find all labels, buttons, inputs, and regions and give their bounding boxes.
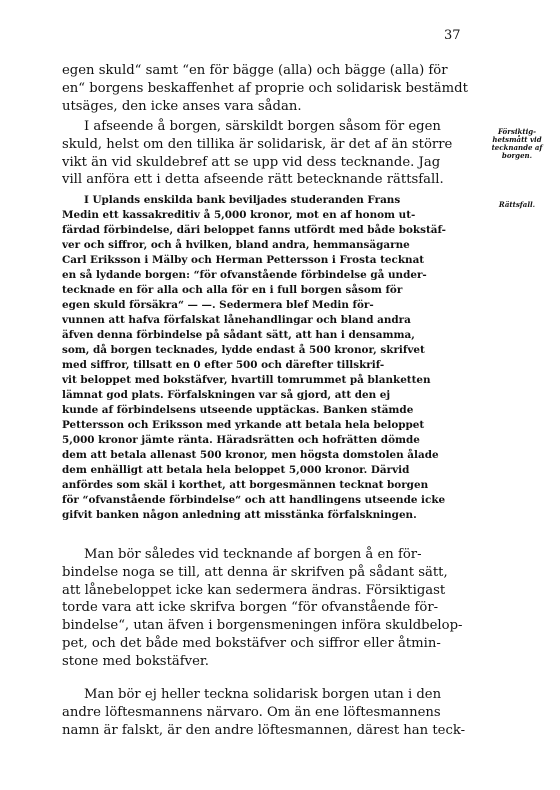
text-line: som, då borgen tecknades, lydde endast å 500 kronor, skrifvet	[62, 344, 425, 356]
text-line: en“ borgens beskaffenhet af proprie och solidarisk bestämdt	[62, 80, 468, 96]
text-line: torde vara att icke skrifva borgen “för ofvanstående för-	[62, 600, 439, 616]
text-line: vill anföra ett i detta afseende rätt betecknande rättsfall.	[62, 172, 444, 188]
text-line: egen skuld försäkra“ — —. Sedermera blef Medin för-	[62, 299, 374, 311]
text-line: en så lydande borgen: “för ofvanstående förbindelse gå under-	[62, 269, 427, 281]
text-line: vikt än vid skuldebref att se upp vid dess tecknande. Jag	[62, 154, 441, 170]
text-line: andre löftesmannens närvaro. Om än ene löftesmannens	[62, 704, 441, 720]
text-line: stone med bokstäfver.	[62, 653, 209, 669]
margin-note-case: Rättsfall.	[498, 200, 536, 209]
text-line: äfven denna förbindelse på sådant sätt, att han i densamma,	[62, 329, 415, 341]
text-line: skuld, helst om den tillika är solidarisk, är det af än större	[62, 136, 453, 152]
text-line: Pettersson och Eriksson med yrkande att betala hela beloppet	[62, 419, 425, 431]
text-line: vit beloppet med bokstäfver, hvartill tomrummet på blanketten	[62, 374, 431, 386]
text-line: ver och siffror, och å hvilken, bland andra, hemmansägarne	[62, 239, 410, 251]
text-line: vunnen att hafva förfalskat lånehandlingar och bland andra	[62, 314, 411, 326]
paragraph-presence	[62, 686, 476, 739]
text-line: Carl Eriksson i Mälby och Herman Pettersson i Frosta tecknat	[62, 254, 425, 266]
text-line: lämnat god plats. Förfalskningen var så gjord, att den ej	[62, 389, 391, 401]
text-line: Man bör således vid tecknande af borgen å en för-	[84, 547, 422, 562]
paragraph-advice	[62, 546, 476, 671]
text-line: egen skuld“ samt “en för bägge (alla) och bägge (alla) för	[62, 63, 448, 78]
paragraph-continuation	[62, 62, 476, 115]
paragraph-borgen-caution	[62, 118, 476, 189]
text-line: med siffror, tillsatt en 0 efter 500 och därefter tillskrif-	[62, 359, 385, 371]
paragraph-legal-case	[62, 193, 476, 523]
text-line: anfördes som skäl i korthet, att borgesmännen tecknat borgen	[62, 479, 429, 491]
text-line: bindelse“, utan äfven i borgensmeningen införa skuldbelop-	[62, 618, 463, 634]
text-line: pet, och det både med bokstäfver och siffror eller åtmin-	[62, 635, 441, 651]
text-line: I Uplands enskilda bank beviljades studeranden Frans	[84, 194, 401, 206]
text-line: dem enhälligt att betala hela beloppet 5,000 kronor. Därvid	[62, 464, 410, 476]
text-line: I afseende å borgen, särskildt borgen såsom för egen	[84, 119, 441, 134]
page-number: 37	[444, 28, 461, 43]
text-line: Medin ett kassakreditiv å 5,000 kronor, mot en af honom ut-	[62, 209, 416, 221]
text-line: utsäges, den icke anses vara sådan.	[62, 98, 302, 114]
margin-note-precautions: Försiktig-hetsmått vid tecknande af borgen.	[491, 127, 543, 160]
text-line: dem att betala allenast 500 kronor, men högsta domstolen ålade	[62, 449, 439, 461]
text-line: kunde af förbindelsens utseende upptäckas. Banken stämde	[62, 404, 414, 416]
text-line: namn är falskt, är den andre löftesmannen, därest han teck-	[62, 722, 466, 738]
text-line: gifvit banken någon anledning att misstänka förfalskningen.	[62, 509, 417, 521]
text-line: för “ofvanstående förbindelse“ och att handlingens utseende icke	[62, 494, 446, 506]
text-line: bindelse noga se till, att denna är skrifven på sådant sätt,	[62, 564, 448, 580]
text-line: tecknade en för alla och alla för en i full borgen såsom för	[62, 284, 403, 296]
text-line: 5,000 kronor jämte ränta. Häradsrätten och hofrätten dömde	[62, 434, 420, 446]
text-line: att lånebeloppet icke kan sedermera ändras. Försiktigast	[62, 582, 446, 598]
text-line: Man bör ej heller teckna solidarisk borgen utan i den	[84, 687, 442, 702]
text-line: färdad förbindelse, däri beloppet fanns utfördt med både bokstäf-	[62, 224, 446, 236]
